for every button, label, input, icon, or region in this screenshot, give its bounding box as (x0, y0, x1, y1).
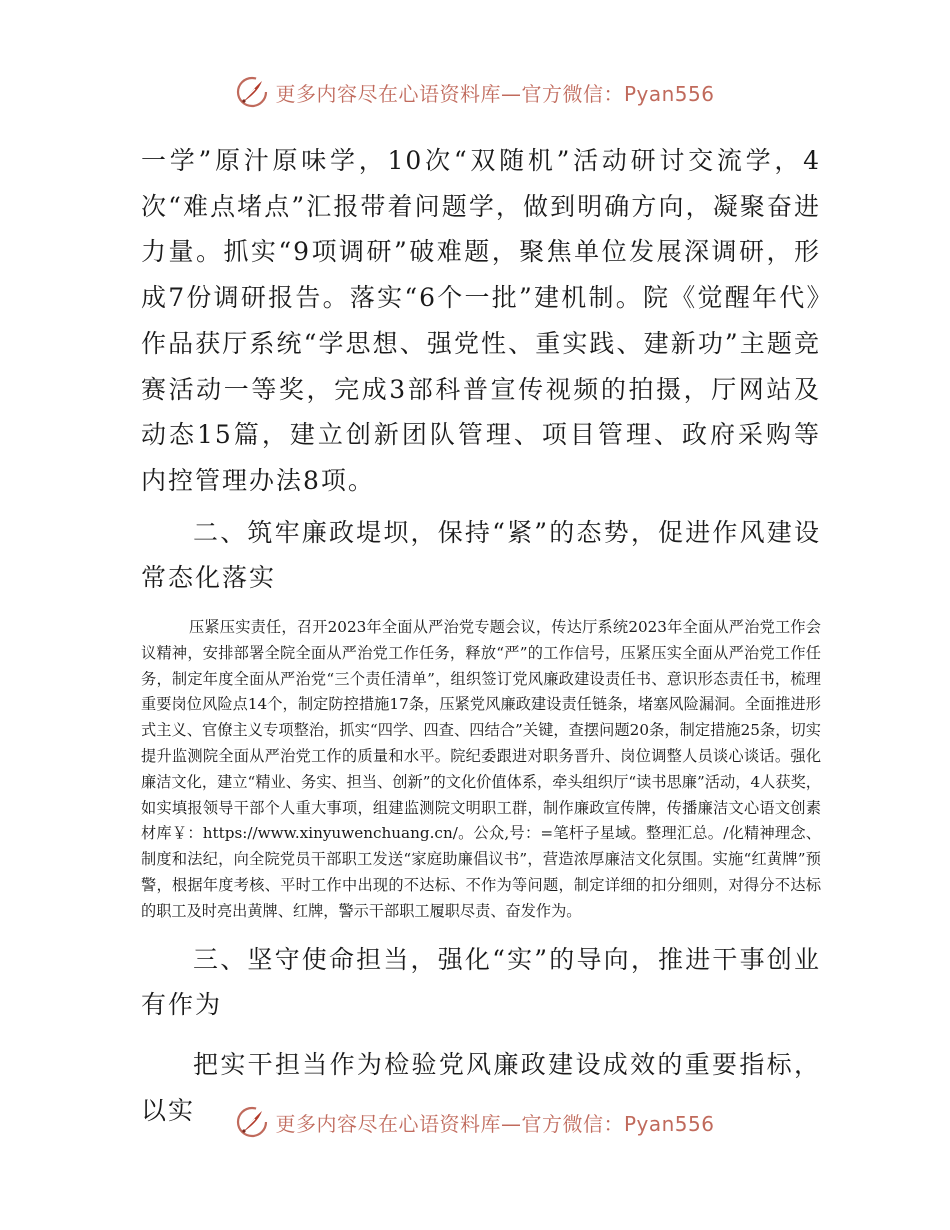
footer-watermark-banner (0, 1100, 950, 1144)
section-heading-2: 二、筑牢廉政堤坝，保持“紧”的态势，促进作风建设常态化落实 (141, 517, 821, 593)
paragraph-study-and-research: 一学”原汁原味学，10次“双随机”活动研讨交流学，4次“难点堵点”汇报带着问题学，做到明确方向，凝聚奋进力量。抓实“9项调研”破难题，聚焦单位发展深调研，形成7份调研报告。落实“6个一批”建机制。院《觉醒年代》作品获厅系统“学思想、强党性、重实践、建新功”主题竞赛活动一等奖，完成3部科普宣传视频的拍摄，厅网站及动态15篇，建立创新团队管理、项目管理、政府采购等内控管理办法8项。 (141, 146, 821, 495)
document-body (141, 138, 821, 1133)
paragraph-integrity-responsibility: 压紧压实责任，召开2023年全面从严治党专题会议，传达厅系统2023年全面从严治党工作会议精神，安排部署全院全面从严治党工作任务，释放“严”的工作信号，压紧压实全面从严治党工作任务，制定年度全面从严治党“三个责任清单”，组织签订党风廉政建设责任书、意识形态责任书，梳理重要岗位风险点14个，制定防控措施17条，压紧党风廉政建设责任链条，堵塞风险漏洞。全面推进形式主义、官僚主义专项整治，抓实“四学、四查、四结合”关键，查摆问题20条，制定措施25条，切实提升监测院全面从严治党工作的质量和水平。院纪委跟进对职务晋升、岗位调整人员谈心谈话。强化廉洁文化，建立“精业、务实、担当、创新”的文化价值体系，牵头组织厅“读书思廉”活动，4人获奖，如实填报领导干部个人重大事项，组建监测院文明职工群，制作廉政宣传牌，传播廉洁文心语文创素材库￥：https://www.xinyuwenchuang.cn/。公众,号：=笔杆子星域。整理汇总。/化精神理念、制度和法纪，向全院党员干部职工发送“家庭助廉倡议书”，营造浓厚廉洁文化氛围。实施“红黄牌”预警，根据年度考核、平时工作中出现的不达标、不作为等问题，制定详细的扣分细则，对得分不达标的职工及时亮出黄牌、红牌，警示干部职工履职尽责、奋发作为。 (141, 618, 821, 920)
feather-pen-logo-icon (235, 1105, 269, 1139)
header-watermark-banner (0, 70, 950, 114)
feather-pen-logo-icon (235, 75, 269, 109)
section-heading-3: 三、坚守使命担当，强化“实”的导向，推进干事创业有作为 (141, 944, 821, 1020)
header-banner-text: 更多内容尽在心语资料库—官方微信：Pyan556 (275, 81, 715, 106)
footer-banner-text: 更多内容尽在心语资料库—官方微信：Pyan556 (275, 1111, 715, 1136)
paragraph-practical-work: 把实干担当作为检验党风廉政建设成效的重要指标，以实 (141, 1050, 821, 1125)
